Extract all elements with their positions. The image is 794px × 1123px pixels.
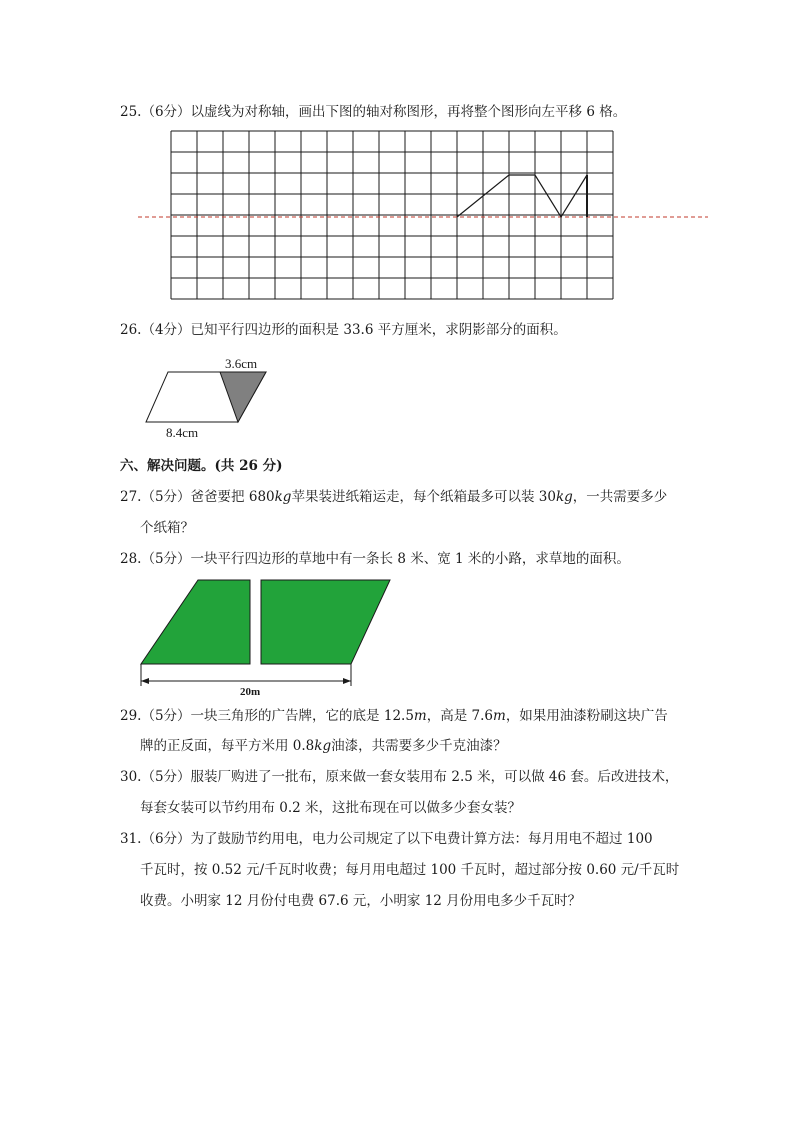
section-6-heading: 六、解决问题。(共 26 分) <box>120 458 283 474</box>
grass-left-part <box>141 580 250 664</box>
question-30-line-1: 30.（5分）服装厂购进了一批布，原来做一套女装用布 2.5 米，可以做 46 套。后改进技术， <box>120 769 679 785</box>
q29-part-a: 29.（5分）一块三角形的广告牌，它的底是 12.5 <box>120 708 414 724</box>
question-29-line-1 <box>120 706 668 726</box>
grass-parallelogram-figure <box>136 578 396 696</box>
q29-part-d: 牌的正反面，每平方米用 0.8 <box>140 738 315 754</box>
question-31-line-1: 31.（6分）为了鼓励节约用电，电力公司规定了以下电费计算方法：每月用电不超过 100 <box>120 831 653 847</box>
grid-figure <box>130 128 720 314</box>
q27-part-a: 27.（5分）爸爸要把 680 <box>120 489 275 505</box>
label-bottom: 8.4cm <box>166 425 199 440</box>
label-top: 3.6cm <box>225 356 258 371</box>
arrow-right-icon <box>343 678 351 684</box>
q27-part-b: 苹果装进纸箱运走，每个纸箱最多可以装 30 <box>291 489 556 505</box>
parallelogram-shaded-figure <box>140 352 280 442</box>
q29-part-c: ，如果用油漆粉刷这块广告 <box>505 708 668 724</box>
question-27-line-2: 个纸箱？ <box>140 520 194 536</box>
dimension-label: 20m <box>240 686 261 696</box>
unit-kg: kg <box>555 489 573 505</box>
arrow-left-icon <box>141 678 149 684</box>
unit-m: m <box>493 708 506 724</box>
question-25: 25.（6分）以虚线为对称轴，画出下图的轴对称图形，再将整个图形向左平移 6 格。 <box>120 104 627 120</box>
unit-kg: kg <box>274 489 292 505</box>
grass-right-part <box>261 580 390 664</box>
q27-part-c: ，一共需要多少 <box>572 489 668 505</box>
question-29-line-2 <box>140 736 507 756</box>
question-31-line-3: 收费。小明家 12 月份付电费 67.6 元，小明家 12 月份用电多少千瓦时？ <box>140 893 582 909</box>
square-grid <box>171 131 613 299</box>
question-30-line-2: 每套女装可以节约用布 0.2 米，这批布现在可以做多少套女装？ <box>140 800 522 816</box>
question-28: 28.（5分）一块平行四边形的草地中有一条长 8 米、宽 1 米的小路，求草地的面积。 <box>120 551 630 567</box>
half-figure-outline <box>457 175 587 217</box>
unit-kg: kg <box>314 738 332 754</box>
question-31-line-2: 千瓦时，按 0.52 元/千瓦时收费；每月用电超过 100 千瓦时，超过部分按 0.60 元/千瓦时 <box>140 862 680 878</box>
q29-part-b: ，高是 7.6 <box>426 708 493 724</box>
q29-part-e: 油漆，共需要多少千克油漆？ <box>331 738 507 754</box>
question-26: 26.（4分）已知平行四边形的面积是 33.6 平方厘米，求阴影部分的面积。 <box>120 322 567 338</box>
unit-m: m <box>413 708 427 724</box>
question-27-line-1 <box>120 487 667 507</box>
